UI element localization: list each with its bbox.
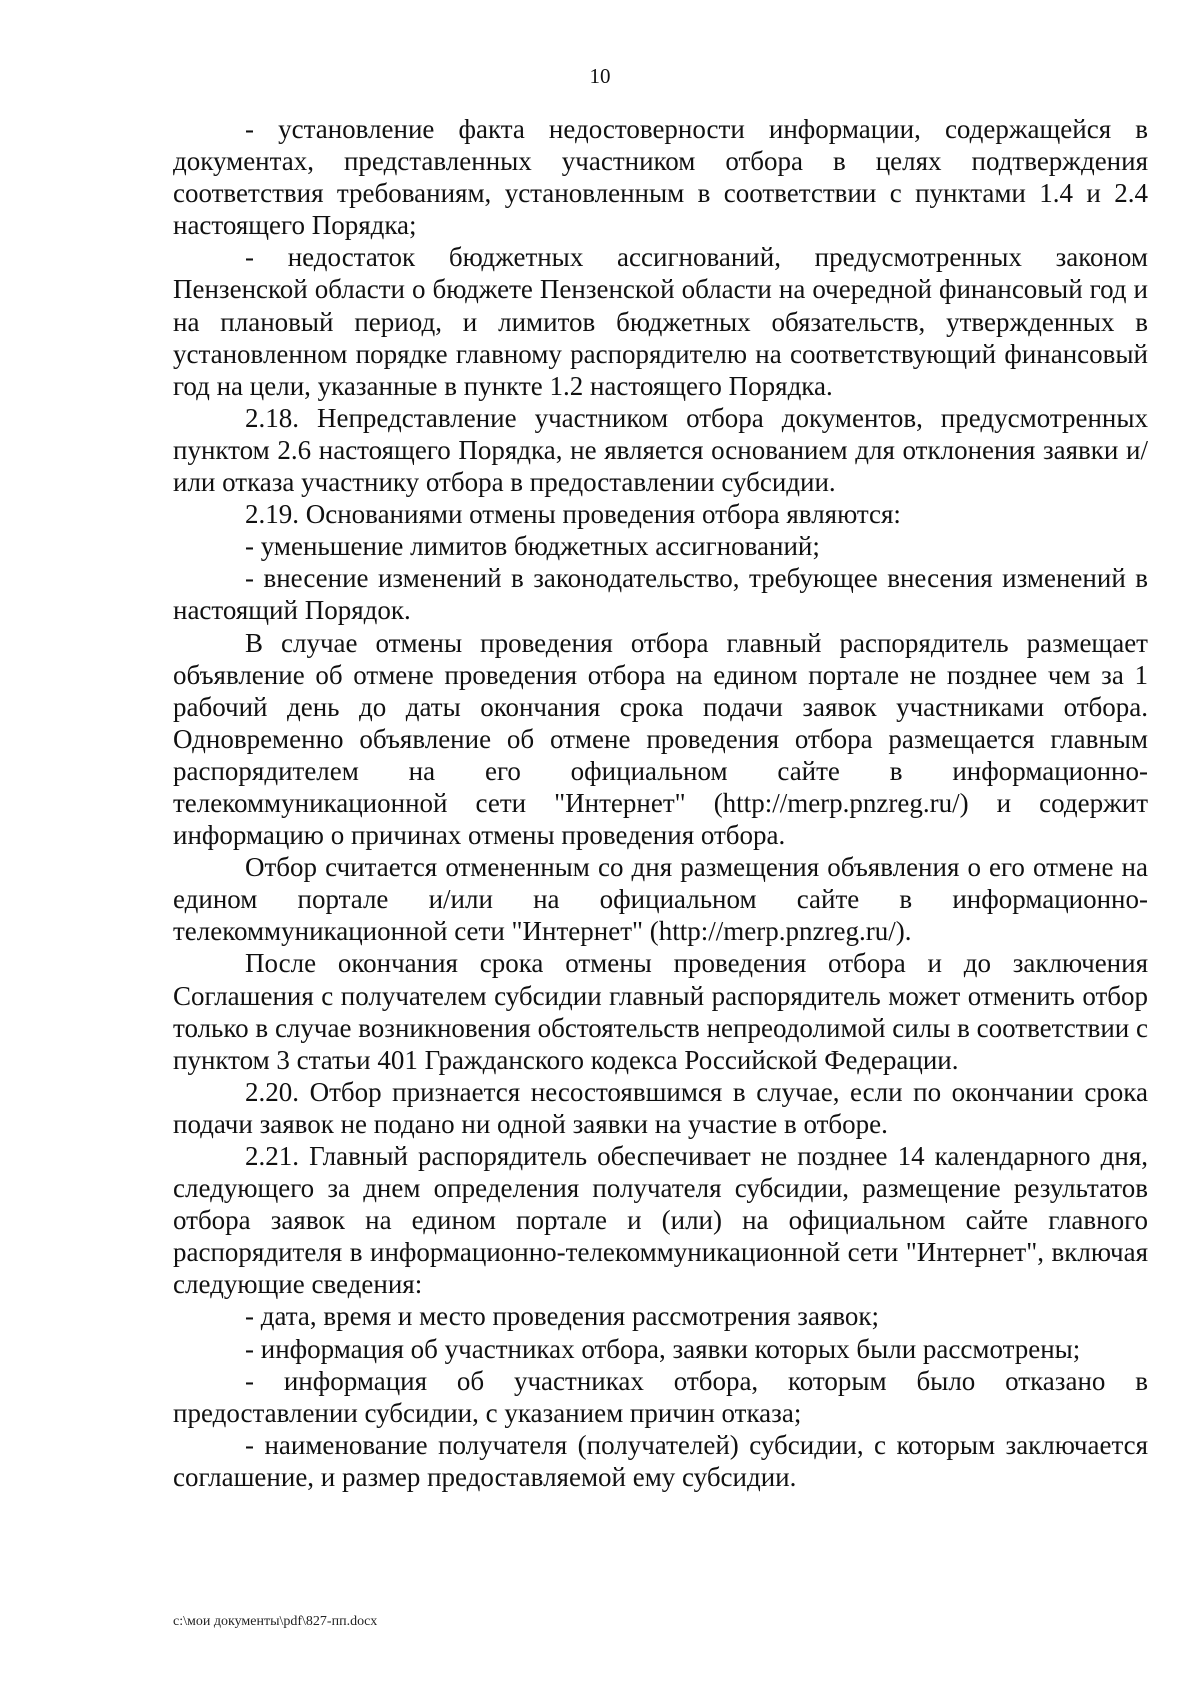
paragraph: - внесение изменений в законодательство, требующее внесения изменений в настоящий Порядок. [173, 563, 1148, 626]
paragraph: - информация об участниках отбора, которым было отказано в предоставлении субсидии, с указанием причин отказа; [173, 1365, 1148, 1428]
paragraph: - уменьшение лимитов бюджетных ассигнований; [245, 531, 820, 562]
paragraph: - дата, время и место проведения рассмотрения заявок; [245, 1301, 880, 1332]
paragraph: - установление факта недостоверности информации, содержащейся в документах, представленных участником отбора в целях подтверждения соответствия требованиям, установленным в соответствии с пунктами 1.4 и 2.4 настоящего Порядка; [173, 114, 1148, 241]
paragraph: 2.20. Отбор признается несостоявшимся в случае, если по окончании срока подачи заявок не подано ни одной заявки на участие в отборе. [173, 1076, 1148, 1139]
paragraph: - недостаток бюджетных ассигнований, предусмотренных законом Пензенской области о бюджете Пензенской области на очередной финансовый год и на плановый период, и лимитов бюджетных обязательств, утвержденных в установленном порядке главному распорядителю на соответствующий финансовый год на цели, указанные в пункте 1.2 настоящего Порядка. [173, 242, 1148, 401]
paragraph: 2.18. Непредставление участником отбора документов, предусмотренных пунктом 2.6 настоящего Порядка, не является основанием для отклонения заявки и/или отказа участнику отбора в предоставлении субсидии. [173, 402, 1148, 498]
paragraph: - информация об участниках отбора, заявки которых были рассмотрены; [245, 1333, 1081, 1364]
footer-file-path: c:\мои документы\pdf\827-пп.docx [173, 1614, 378, 1629]
document-body [173, 113, 1148, 1493]
paragraph: В случае отмены проведения отбора главный распорядитель размещает объявление об отмене проведения отбора на едином портале не позднее чем за 1 рабочий день до даты окончания срока подачи заявок участниками отбора. Одновременно объявление об отмене проведения отбора размещается главным распорядителем на его официальном сайте в информационно-телекоммуникационной сети "Интернет" (http://merp.pnzreg.ru/) и содержит информацию о причинах отмены проведения отбора. [173, 627, 1148, 851]
paragraph: - наименование получателя (получателей) субсидии, с которым заключается соглашение, и размер предоставляемой ему субсидии. [173, 1429, 1148, 1492]
paragraph: 2.21. Главный распорядитель обеспечивает не позднее 14 календарного дня, следующего за днем определения получателя субсидии, размещение результатов отбора заявок на едином портале и (или) на официальном сайте главного распорядителя в информационно-телекоммуникационной сети "Интернет", включая следующие сведения: [173, 1141, 1148, 1300]
paragraph: Отбор считается отмененным со дня размещения объявления о его отмене на едином портале и/или на официальном сайте в информационно-телекоммуникационной сети "Интернет" (http://merp.pnzreg.ru/). [173, 852, 1148, 947]
paragraph: После окончания срока отмены проведения отбора и до заключения Соглашения с получателем субсидии главный распорядитель может отменить отбор только в случае возникновения обстоятельств непреодолимой силы в соответствии с пунктом 3 статьи 401 Гражданского кодекса Российской Федерации. [173, 948, 1148, 1075]
paragraph: 2.19. Основаниями отмены проведения отбора являются: [245, 499, 901, 530]
page-number: 10 [589, 64, 611, 88]
